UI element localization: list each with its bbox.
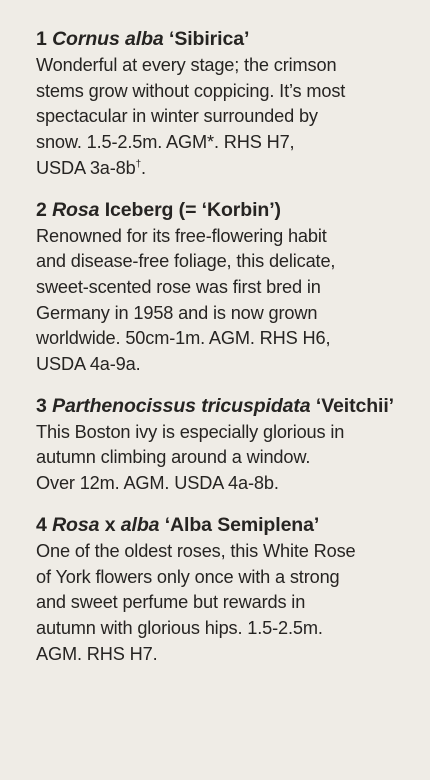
plant-description	[36, 53, 412, 182]
sentence-end: .	[141, 157, 146, 178]
plant-entry-title	[36, 393, 412, 419]
description-line: Renowned for its free-flowering habit	[36, 225, 327, 246]
plant-entry-title	[36, 26, 412, 52]
description-line: worldwide. 50cm-1m. AGM. RHS H6,	[36, 328, 331, 349]
hybrid-sign: x	[104, 513, 116, 536]
footnote-dagger: †	[135, 158, 142, 170]
description-line: USDA 4a-9a.	[36, 354, 141, 375]
plant-entry-rosa-alba	[36, 512, 412, 668]
description-line: spectacular in winter surrounded by	[36, 106, 318, 127]
plant-entry-rosa-iceberg	[36, 197, 412, 378]
description-line: sweet-scented rose was first bred in	[36, 276, 321, 297]
description-line: autumn with glorious hips. 1.5-2.5m.	[36, 617, 323, 638]
description-line: AGM. RHS H7.	[36, 643, 158, 664]
description-line: Germany in 1958 and is now grown	[36, 302, 318, 323]
description-line: and disease-free foliage, this delicate,	[36, 251, 336, 272]
description-line: snow. 1.5-2.5m. AGM*. RHS H7,	[36, 132, 295, 153]
cultivar-name: ‘Veitchii’	[315, 394, 394, 417]
description-line-last	[36, 156, 412, 182]
plant-entry-cornus	[36, 26, 412, 182]
description-line: of York flowers only once with a strong	[36, 566, 340, 587]
plant-description	[36, 224, 412, 378]
entry-number: 3	[36, 394, 47, 417]
plant-entry-title	[36, 512, 412, 538]
botanical-name: Rosa	[52, 198, 100, 221]
usda-zone-text: USDA 3a-8b	[36, 157, 136, 178]
cultivar-name: ‘Sibirica’	[169, 28, 250, 50]
cultivar-name: ‘Alba Semiplena’	[164, 513, 320, 536]
description-line: autumn climbing around a window.	[36, 447, 311, 468]
entry-number: 1	[36, 28, 47, 50]
botanical-species: alba	[120, 513, 160, 536]
description-line: and sweet perfume but rewards in	[36, 592, 306, 613]
cultivar-name: Iceberg (= ‘Korbin’)	[104, 198, 281, 221]
plant-description	[36, 420, 412, 497]
botanical-name: Parthenocissus tricuspidata	[52, 394, 311, 417]
plant-entry-parthenocissus	[36, 393, 412, 497]
entry-number: 4	[36, 513, 47, 536]
description-line: Wonderful at every stage; the crimson	[36, 55, 337, 75]
botanical-genus: Rosa	[52, 513, 100, 536]
plant-description	[36, 539, 412, 668]
description-line: This Boston ivy is especially glorious in	[36, 421, 345, 442]
botanical-name: Cornus alba	[52, 28, 164, 50]
description-line: stems grow without coppicing. It’s most	[36, 80, 346, 101]
plant-entry-title	[36, 197, 412, 223]
entry-number: 2	[36, 198, 47, 221]
description-line: Over 12m. AGM. USDA 4a-8b.	[36, 473, 279, 494]
description-line: One of the oldest roses, this White Rose	[36, 540, 356, 561]
